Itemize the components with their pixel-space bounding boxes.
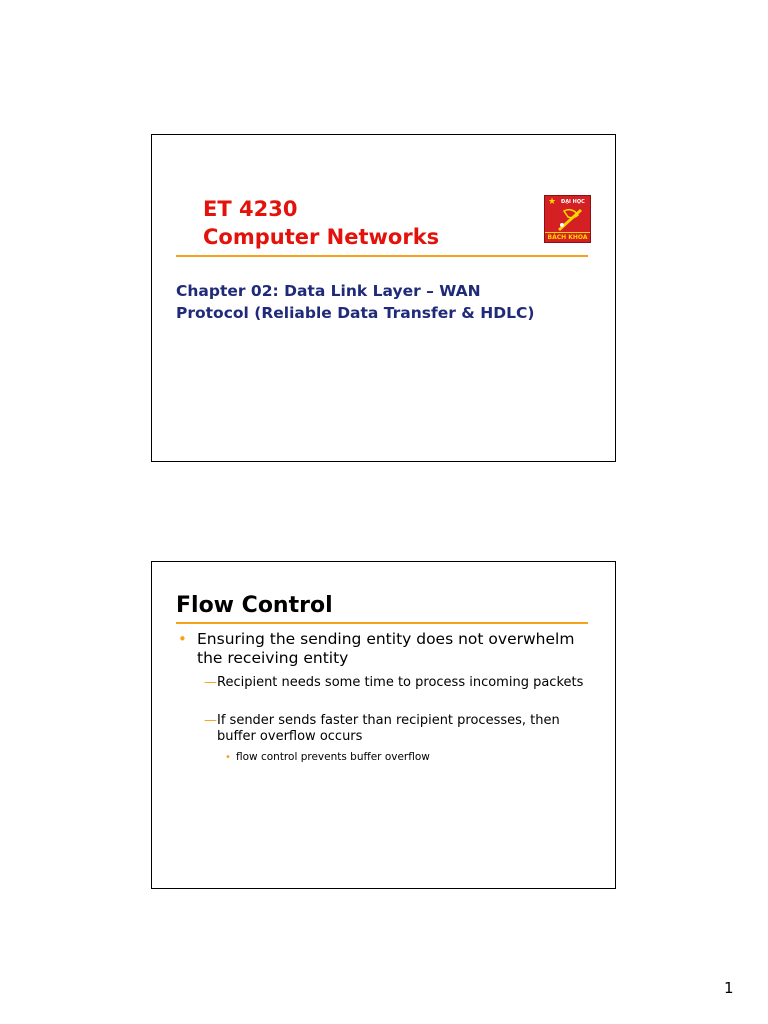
slide-1-title [203,195,439,251]
star-icon: ★ [548,197,557,207]
bullet-dot-icon: • [225,752,231,763]
logo-top-text: ĐẠI HỌC [561,199,585,205]
university-logo-icon [544,195,591,243]
slide-1 [151,134,616,462]
page-number: 1 [724,979,734,997]
slide-2-title: Flow Control [176,593,333,618]
chapter-line-1: Chapter 02: Data Link Layer – WAN [176,282,481,300]
sub-sub-bullet-item [225,751,585,764]
sub-bullet-item [204,713,594,745]
sub-sub-bullet-text: flow control prevents buffer overflow [236,751,430,763]
slide-1-divider [176,255,588,257]
slide-2-divider [176,622,588,624]
bullet-dot-icon: • [178,630,187,648]
sub-bullet-text: Recipient needs some time to process incoming packets [217,675,584,690]
dash-icon: — [204,675,217,690]
course-code: ET 4230 [203,197,298,221]
sub-bullet-item [204,675,594,691]
bullet-text: Ensuring the sending entity does not overwhelm the receiving entity [197,630,575,667]
chapter-line-2: Protocol (Reliable Data Transfer & HDLC) [176,304,535,322]
course-name: Computer Networks [203,225,440,249]
logo-bottom-text: BÁCH KHOA [545,232,590,242]
sub-bullet-text: If sender sends faster than recipient processes, then buffer overflow occurs [217,713,560,744]
slide-2 [151,561,616,889]
chapter-heading [176,280,606,324]
bullet-item [176,630,596,668]
dash-icon: — [204,713,217,728]
compass-emblem-icon [554,205,584,233]
